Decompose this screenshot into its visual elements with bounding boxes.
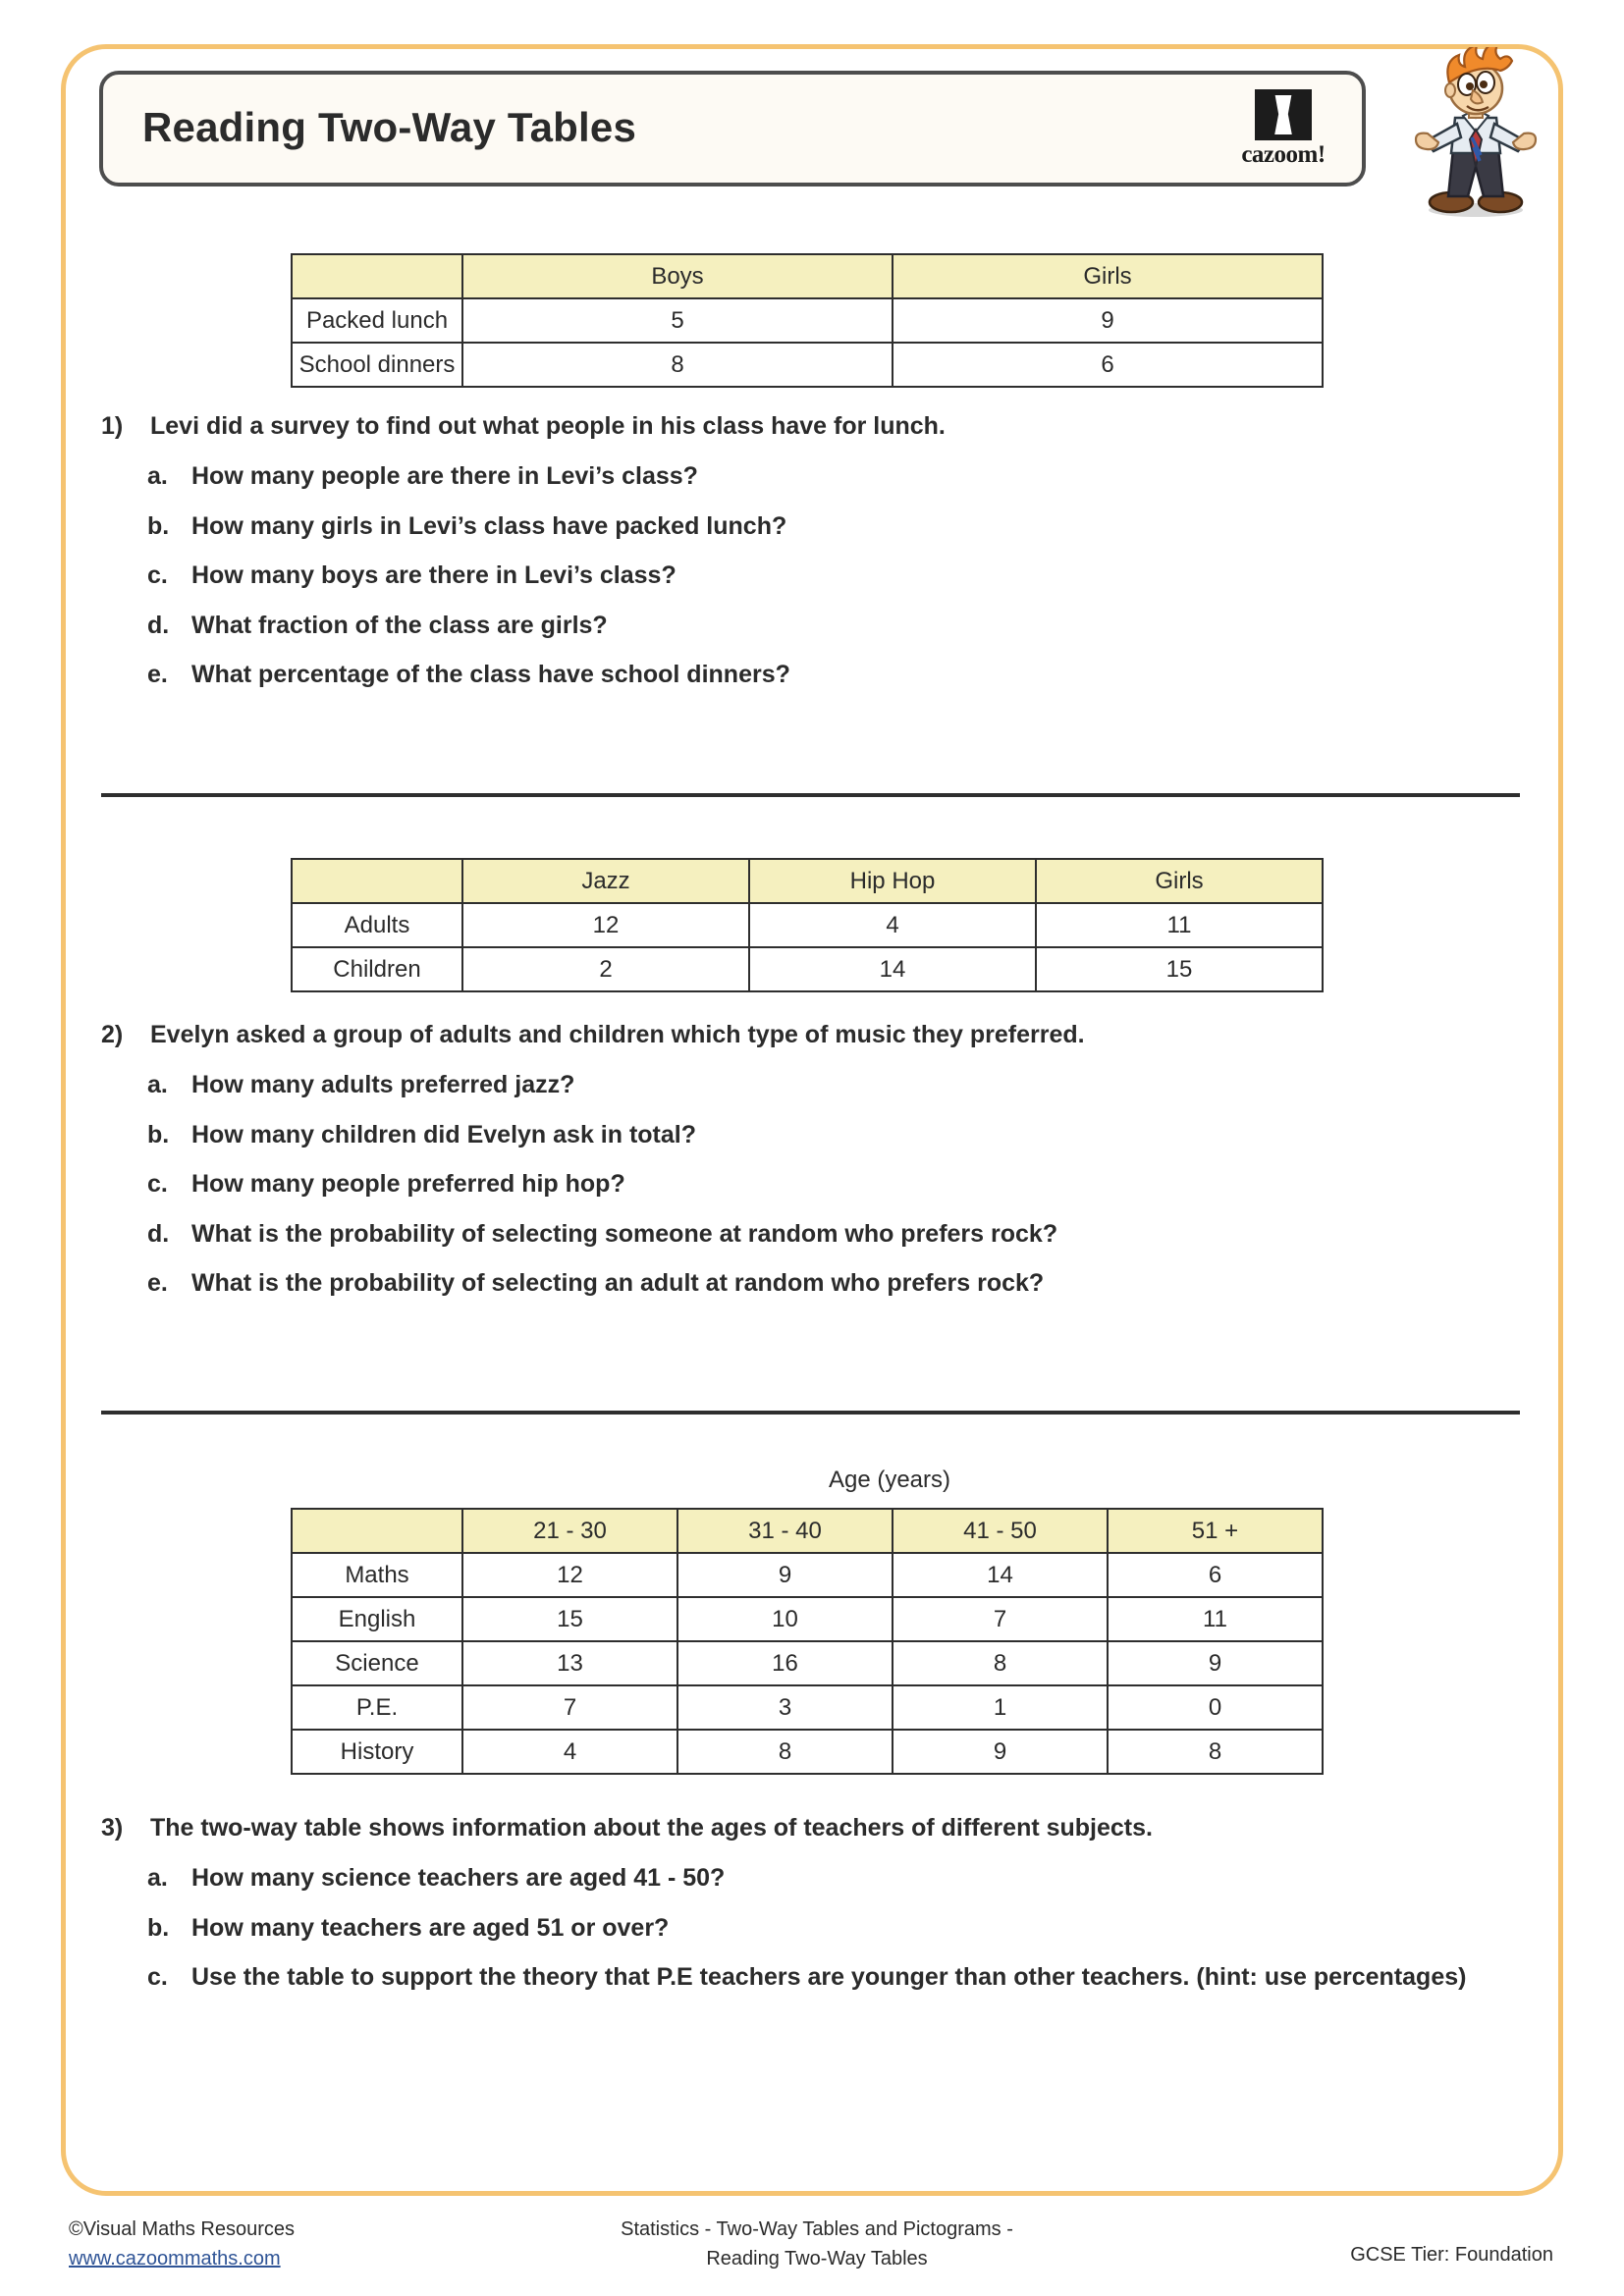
- question-1: [101, 410, 1525, 709]
- table-corner-cell: [292, 1509, 462, 1553]
- table-cell: 7: [893, 1597, 1108, 1641]
- part-text: How many people are there in Levi’s class?: [191, 462, 698, 490]
- question-part: [147, 1961, 1525, 1995]
- table-row: [292, 1553, 1323, 1597]
- table-cell: 11: [1108, 1597, 1323, 1641]
- part-letter: b.: [147, 1120, 170, 1148]
- part-text: What percentage of the class have school dinners?: [191, 661, 790, 688]
- table-row: [292, 1730, 1323, 1774]
- part-text: How many people preferred hip hop?: [191, 1170, 625, 1198]
- table-cell: 12: [462, 903, 749, 947]
- question-part: [147, 510, 1525, 544]
- column-header: Girls: [893, 254, 1323, 298]
- two-way-table-lunch: [291, 253, 1324, 388]
- part-text: What fraction of the class are girls?: [191, 611, 608, 639]
- worksheet-header: [99, 71, 1366, 187]
- column-header: Jazz: [462, 859, 749, 903]
- column-header: Girls: [1036, 859, 1323, 903]
- part-text: [191, 1267, 1525, 1301]
- part-text: What is the probability of selecting someone at random who prefers rock?: [191, 1219, 1058, 1248]
- question-part: [147, 460, 1525, 494]
- question-part: [147, 1267, 1525, 1301]
- table-row: [292, 298, 1323, 343]
- table-header-row: [292, 1509, 1323, 1553]
- column-header: Hip Hop: [749, 859, 1036, 903]
- part-text: Use the table to support the theory that P.E teachers are younger than other teachers. (hint: use percentages): [191, 1963, 1467, 1991]
- table-cell: 8: [677, 1730, 893, 1774]
- table-cell: 9: [893, 1730, 1108, 1774]
- table-row: [292, 1685, 1323, 1730]
- part-letter: c.: [147, 561, 168, 589]
- table-cell: 10: [677, 1597, 893, 1641]
- part-letter: d.: [147, 1219, 170, 1248]
- table-corner-cell: [292, 859, 462, 903]
- part-letter: b.: [147, 1913, 170, 1942]
- two-way-table-music: [291, 858, 1324, 992]
- table-row: [292, 1641, 1323, 1685]
- section-divider: [101, 1411, 1520, 1415]
- question-part: [147, 1069, 1525, 1102]
- question-part: [147, 1862, 1525, 1896]
- table-cell: 3: [677, 1685, 893, 1730]
- table-cell: 9: [677, 1553, 893, 1597]
- row-header: P.E.: [292, 1685, 462, 1730]
- table-cell: 14: [893, 1553, 1108, 1597]
- part-text: How many boys are there in Levi’s class?: [191, 561, 677, 589]
- row-header: Adults: [292, 903, 462, 947]
- table-cell: 13: [462, 1641, 677, 1685]
- table-cell: 14: [749, 947, 1036, 991]
- part-text: How many children did Evelyn ask in total?: [191, 1120, 697, 1148]
- table-cell: 15: [462, 1597, 677, 1641]
- row-header: Children: [292, 947, 462, 991]
- question-stem: [101, 410, 1525, 443]
- cazoom-logo: [1230, 89, 1336, 176]
- brand-wordmark: cazoom!: [1241, 141, 1326, 168]
- question-text: The two-way table shows information about the ages of teachers of different subjects.: [150, 1814, 1153, 1842]
- column-header: 21 - 30: [462, 1509, 677, 1553]
- section-divider: [101, 793, 1520, 797]
- column-header: 41 - 50: [893, 1509, 1108, 1553]
- part-text-full: What is the probability of selecting an adult at random who prefers rock?: [191, 1269, 1045, 1297]
- copyright-text: ©Visual Maths Resources: [69, 2218, 296, 2240]
- hourglass-glass-icon: [1255, 89, 1312, 140]
- topic-line-1: Statistics - Two-Way Tables and Pictograms -: [621, 2218, 1013, 2240]
- row-header: English: [292, 1597, 462, 1641]
- table-cell: 6: [1108, 1553, 1323, 1597]
- table-cell: 4: [462, 1730, 677, 1774]
- question-part: [147, 1119, 1525, 1152]
- table-cell: 0: [1108, 1685, 1323, 1730]
- footer-tier: GCSE Tier: Foundation: [1350, 2244, 1553, 2266]
- part-letter: a.: [147, 1071, 168, 1098]
- question-number: 1): [101, 412, 124, 440]
- table-cell: 9: [1108, 1641, 1323, 1685]
- part-text: How many girls in Levi’s class have packed lunch?: [191, 511, 787, 540]
- table-row: [292, 947, 1323, 991]
- row-header: History: [292, 1730, 462, 1774]
- question-3: [101, 1812, 1525, 2011]
- page-title: Reading Two-Way Tables: [142, 104, 637, 150]
- table-cell: 7: [462, 1685, 677, 1730]
- table-cell: 8: [1108, 1730, 1323, 1774]
- row-header: Packed lunch: [292, 298, 462, 343]
- question-stem: [101, 1812, 1525, 1844]
- row-header: Maths: [292, 1553, 462, 1597]
- part-letter: c.: [147, 1963, 168, 1991]
- question-part: [147, 1912, 1525, 1946]
- footer-topic: [522, 2215, 1111, 2273]
- table-cell: 16: [677, 1641, 893, 1685]
- part-letter: a.: [147, 462, 168, 490]
- column-header: 51 +: [1108, 1509, 1323, 1553]
- table-corner-cell: [292, 254, 462, 298]
- question-text: Evelyn asked a group of adults and children which type of music they preferred.: [150, 1021, 1085, 1048]
- topic-line-2: Reading Two-Way Tables: [706, 2248, 928, 2269]
- table-cell: 9: [893, 298, 1323, 343]
- table-caption-age: Age (years): [828, 1467, 951, 1493]
- part-text: How many adults preferred jazz?: [191, 1071, 575, 1098]
- website-link[interactable]: www.cazoommaths.com: [69, 2248, 281, 2269]
- cartoon-teacher-shrugging-icon: [1402, 47, 1549, 219]
- column-header: Boys: [462, 254, 893, 298]
- part-letter: a.: [147, 1864, 168, 1892]
- part-letter: e.: [147, 1269, 168, 1297]
- part-letter: d.: [147, 611, 170, 639]
- part-letter: b.: [147, 511, 170, 540]
- table-cell: 8: [462, 343, 893, 387]
- footer-attribution: [69, 2215, 295, 2273]
- table-cell: 6: [893, 343, 1323, 387]
- row-header: Science: [292, 1641, 462, 1685]
- table-cell: 8: [893, 1641, 1108, 1685]
- table-cell: 11: [1036, 903, 1323, 947]
- part-letter: e.: [147, 661, 168, 688]
- table-cell: 12: [462, 1553, 677, 1597]
- question-part: [147, 1218, 1525, 1252]
- question-part: [147, 659, 1525, 692]
- question-2: [101, 1019, 1525, 1317]
- worksheet-footer: [61, 2215, 1563, 2293]
- table-cell: 15: [1036, 947, 1323, 991]
- table-row: [292, 343, 1323, 387]
- question-number: 3): [101, 1814, 124, 1842]
- question-part: [147, 610, 1525, 643]
- question-part: [147, 1168, 1525, 1201]
- question-text: Levi did a survey to find out what people in his class have for lunch.: [150, 412, 946, 440]
- question-number: 2): [101, 1021, 124, 1048]
- part-text: How many science teachers are aged 41 - 50?: [191, 1864, 726, 1892]
- table-header-row: [292, 254, 1323, 298]
- table-row: [292, 1597, 1323, 1641]
- table-cell: 4: [749, 903, 1036, 947]
- two-way-table-teachers: [291, 1508, 1324, 1775]
- table-cell: 2: [462, 947, 749, 991]
- column-header: 31 - 40: [677, 1509, 893, 1553]
- row-header: School dinners: [292, 343, 462, 387]
- title-box: [99, 71, 1366, 187]
- part-letter: c.: [147, 1170, 168, 1198]
- question-stem: [101, 1019, 1525, 1051]
- table-cell: 1: [893, 1685, 1108, 1730]
- table-row: [292, 903, 1323, 947]
- table-header-row: [292, 859, 1323, 903]
- table-cell: 5: [462, 298, 893, 343]
- part-text: How many teachers are aged 51 or over?: [191, 1913, 670, 1942]
- question-part: [147, 560, 1525, 593]
